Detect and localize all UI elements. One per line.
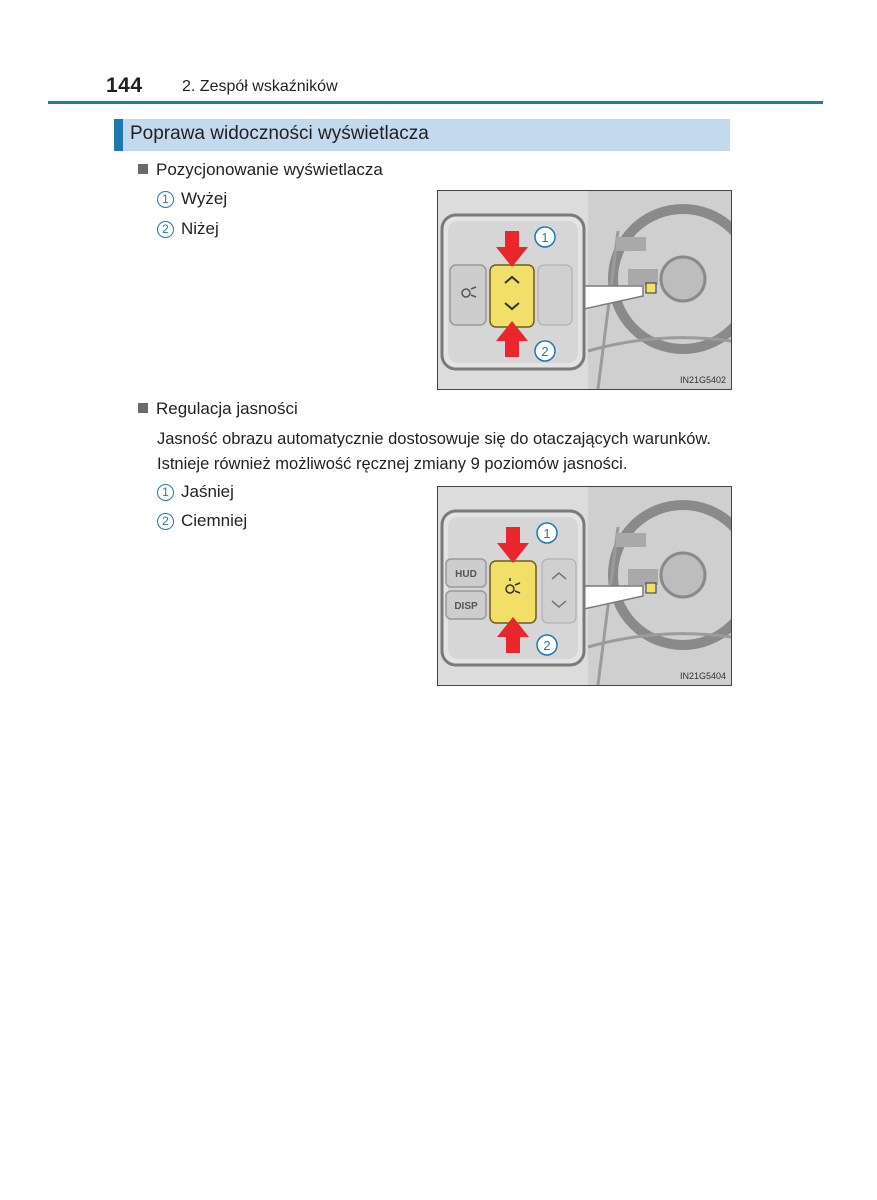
- disp-button-label: DISP: [454, 601, 478, 612]
- item-label: Wyżej: [181, 189, 228, 208]
- brightness-paragraph-line1: Jasność obrazu automatycznie dostosowuje się do otaczających warunków.: [157, 430, 711, 448]
- brightness-paragraph-line2: Istnieje również możliwość ręcznej zmiany 9 poziomów jasności.: [157, 455, 628, 473]
- brightness-item-1: [157, 482, 234, 502]
- figure1-code: IN21G5402: [679, 375, 726, 385]
- header-rule: [48, 101, 823, 104]
- circled-number-2-icon: 2: [157, 513, 174, 530]
- hud-button-label: HUD: [455, 569, 477, 580]
- square-bullet-icon: [138, 164, 148, 174]
- item-label: Jaśniej: [181, 482, 234, 501]
- figure-brightness: [437, 486, 732, 686]
- circled-number-1-icon: 1: [157, 484, 174, 501]
- figure1-callout-2: 2: [541, 344, 549, 359]
- page-number: 144: [106, 74, 143, 97]
- positioning-heading: [138, 160, 383, 180]
- brightness-item-2: [157, 511, 247, 531]
- brightness-heading: [138, 399, 298, 419]
- item-label: Niżej: [181, 219, 219, 238]
- item-label: Ciemniej: [181, 511, 248, 530]
- figure2-callout-1: 1: [543, 526, 551, 541]
- figure2-callout-2: 2: [543, 638, 551, 653]
- section-title: Poprawa widoczności wyświetlacza: [130, 123, 429, 144]
- positioning-item-1: [157, 189, 227, 209]
- figure2-code: IN21G5404: [679, 671, 726, 681]
- circled-number-2-icon: 2: [157, 221, 174, 238]
- brightness-heading-text: Regulacja jasności: [156, 399, 298, 418]
- figure-display-position: [437, 190, 732, 390]
- positioning-heading-text: Pozycjonowanie wyświetlacza: [156, 160, 383, 179]
- square-bullet-icon: [138, 403, 148, 413]
- positioning-item-2: [157, 219, 219, 239]
- figure1-callout-1: 1: [541, 230, 549, 245]
- circled-number-1-icon: 1: [157, 191, 174, 208]
- chapter-title: 2. Zespół wskaźników: [182, 78, 338, 95]
